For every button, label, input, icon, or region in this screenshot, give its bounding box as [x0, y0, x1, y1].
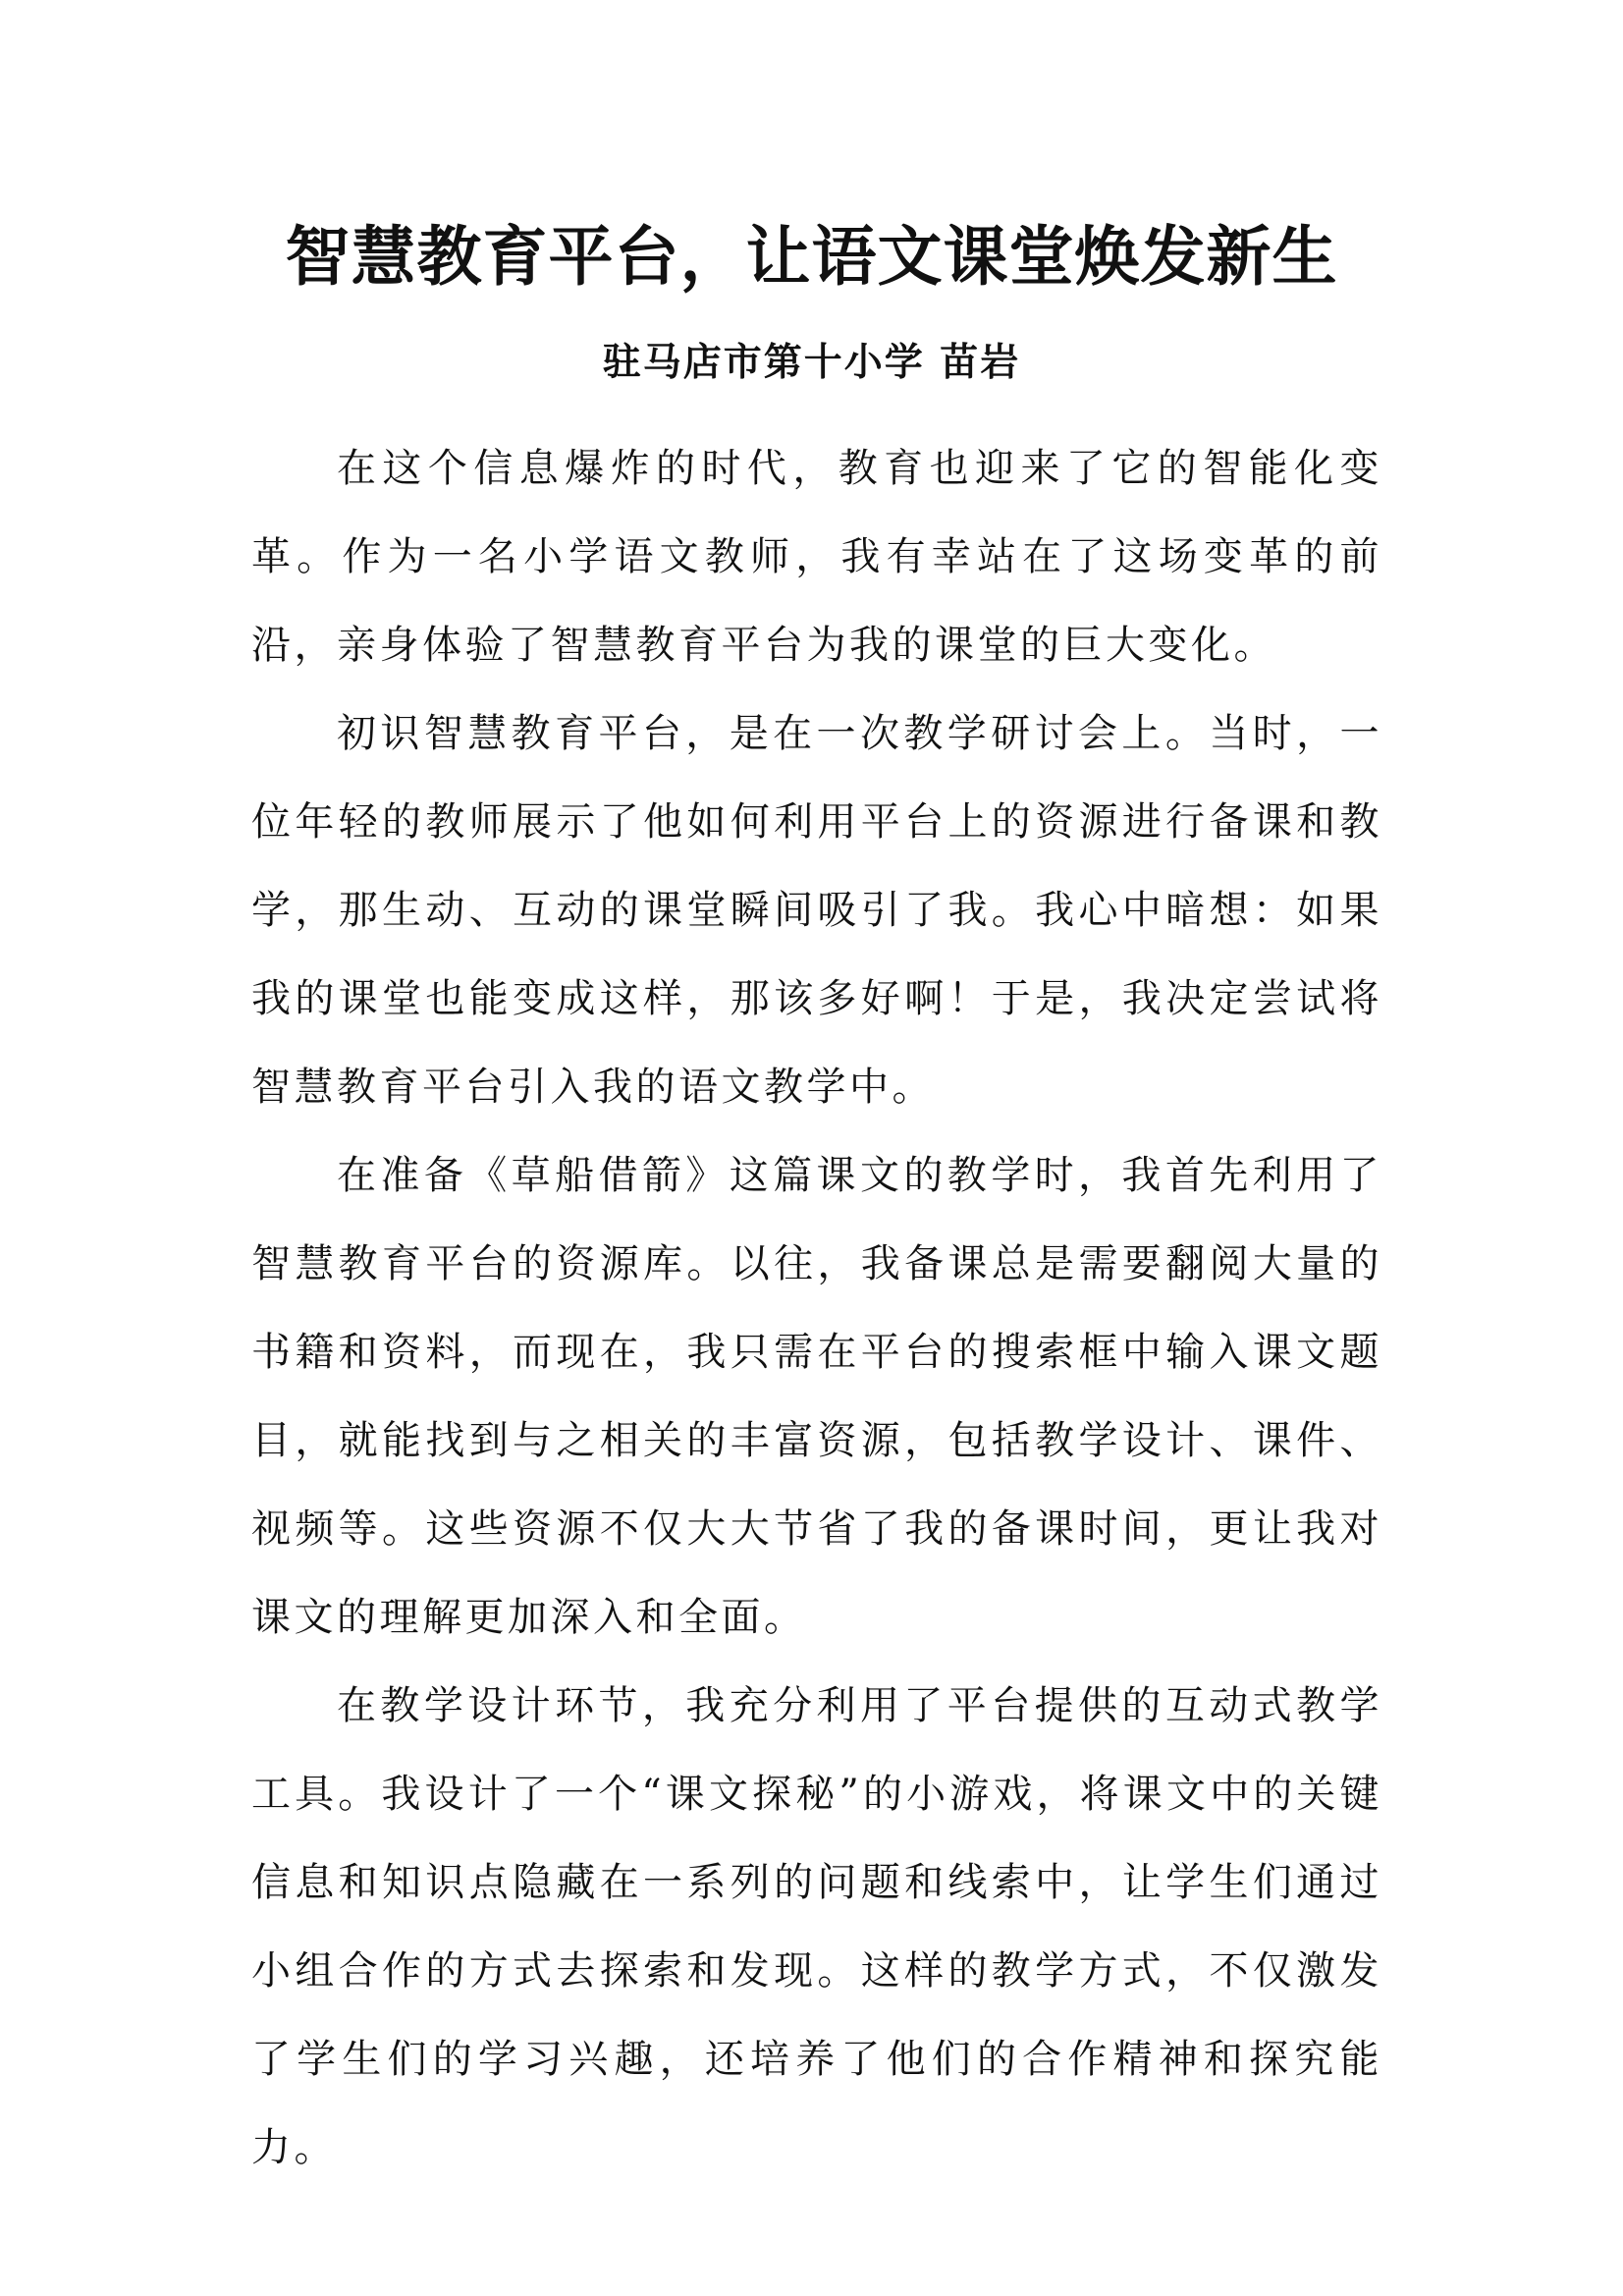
- author-line: 驻马店市第十小学 苗岩: [602, 341, 1021, 385]
- paragraph-2: 初识智慧教育平台，是在一次教学研讨会上。当时，一位年轻的教师展示了他如何利用平台上的资源进行备课和教学，那生动、互动的课堂瞬间吸引了我。我心中暗想：如果我的课堂也能变成这样，那该多好啊！于是，我决定尝试将智慧教育平台引入我的语文教学中。: [251, 711, 1382, 1110]
- document-title: 智慧教育平台，让语文课堂焕发新生: [285, 218, 1338, 295]
- paragraph-4: 在教学设计环节，我充分利用了平台提供的互动式教学工具。我设计了一个“课文探秘”的小游戏，将课文中的关键信息和知识点隐藏在一系列的问题和线索中，让学生们通过小组合作的方式去探索和发现。这样的教学方式，不仅激发了学生们的学习兴趣，还培养了他们的合作精神和探究能力。: [251, 1683, 1382, 2170]
- paragraph-1: 在这个信息爆炸的时代，教育也迎来了它的智能化变革。作为一名小学语文教师，我有幸站在了这场变革的前沿，亲身体验了智慧教育平台为我的课堂的巨大变化。: [251, 446, 1382, 668]
- paragraph-3: 在准备《草船借箭》这篇课文的教学时，我首先利用了智慧教育平台的资源库。以往，我备课总是需要翻阅大量的书籍和资料，而现在，我只需在平台的搜索框中输入课文题目，就能找到与之相关的丰富资源，包括教学设计、课件、视频等。这些资源不仅大大节省了我的备课时间，更让我对课文的理解更加深入和全面。: [251, 1153, 1382, 1640]
- article-body: [251, 424, 1382, 2192]
